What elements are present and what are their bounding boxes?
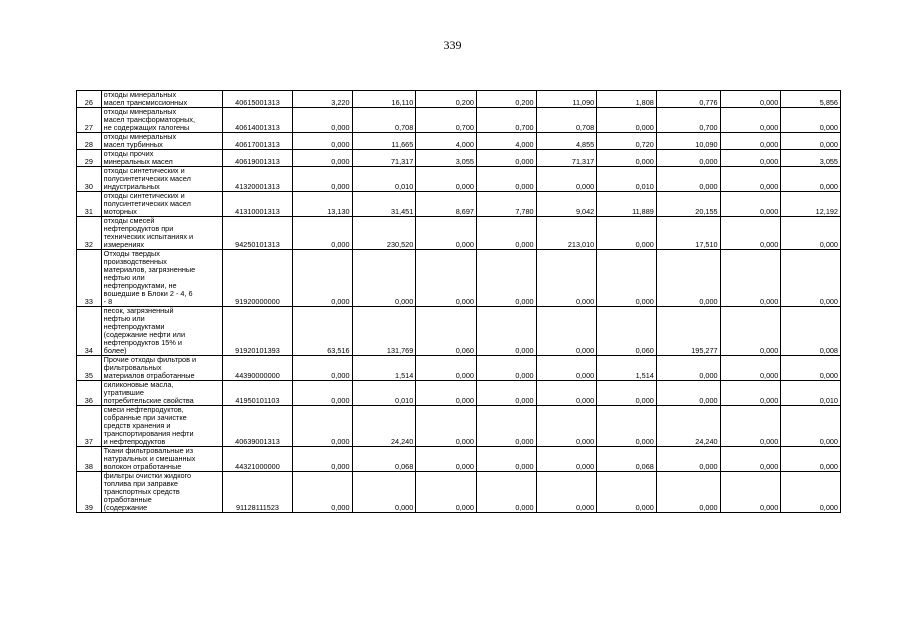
value-cell: 0,068 <box>597 447 657 472</box>
waste-name-cell: Прочие отходы фильтров и фильтровальных материалов отработанные <box>101 356 222 381</box>
row-number: 30 <box>77 167 102 192</box>
waste-code-cell: 91920000000 <box>223 250 293 307</box>
value-cell: 0,000 <box>781 406 841 447</box>
value-cell: 20,155 <box>656 192 720 217</box>
value-cell: 0,700 <box>416 108 477 133</box>
value-cell: 0,000 <box>292 133 352 150</box>
waste-name-cell: отходы синтетических и полусинтетических масел моторных <box>101 192 222 217</box>
value-cell: 0,000 <box>597 150 657 167</box>
value-cell: 0,000 <box>292 150 352 167</box>
waste-name-cell: силиконовые масла, утратившие потребительские свойства <box>101 381 222 406</box>
value-cell: 0,000 <box>720 192 781 217</box>
waste-code-cell: 91128111523 <box>223 472 293 513</box>
value-cell: 5,856 <box>781 91 841 108</box>
value-cell: 0,700 <box>656 108 720 133</box>
value-cell: 0,000 <box>476 447 536 472</box>
value-cell: 0,000 <box>781 217 841 250</box>
waste-code-cell: 94250101313 <box>223 217 293 250</box>
row-number: 39 <box>77 472 102 513</box>
value-cell: 0,000 <box>720 217 781 250</box>
waste-code-cell: 44321000000 <box>223 447 293 472</box>
value-cell: 1,514 <box>597 356 657 381</box>
value-cell: 11,889 <box>597 192 657 217</box>
waste-table <box>76 90 841 513</box>
value-cell: 0,200 <box>476 91 536 108</box>
value-cell: 0,000 <box>292 108 352 133</box>
value-cell: 0,010 <box>352 381 416 406</box>
value-cell: 24,240 <box>352 406 416 447</box>
value-cell: 0,000 <box>656 472 720 513</box>
value-cell: 71,317 <box>536 150 597 167</box>
value-cell: 0,000 <box>536 167 597 192</box>
value-cell: 0,000 <box>416 472 477 513</box>
value-cell: 0,000 <box>536 447 597 472</box>
value-cell: 0,000 <box>597 406 657 447</box>
value-cell: 0,708 <box>536 108 597 133</box>
table-row <box>77 381 841 406</box>
waste-name-cell: фильтры очистки жидкого топлива при заправке транспортных средств отработанные (содержание <box>101 472 222 513</box>
row-number: 37 <box>77 406 102 447</box>
value-cell: 0,000 <box>720 108 781 133</box>
table-row <box>77 307 841 356</box>
value-cell: 0,000 <box>781 133 841 150</box>
waste-name-cell: отходы прочих минеральных масел <box>101 150 222 167</box>
waste-code-cell: 40615001313 <box>223 91 293 108</box>
value-cell: 0,000 <box>536 472 597 513</box>
table-body <box>77 91 841 513</box>
value-cell: 0,000 <box>720 150 781 167</box>
row-number: 26 <box>77 91 102 108</box>
value-cell: 0,000 <box>656 356 720 381</box>
value-cell: 0,000 <box>292 381 352 406</box>
value-cell: 0,000 <box>416 356 477 381</box>
value-cell: 3,055 <box>781 150 841 167</box>
value-cell: 0,700 <box>476 108 536 133</box>
value-cell: 0,000 <box>476 250 536 307</box>
waste-code-cell: 41320001313 <box>223 167 293 192</box>
value-cell: 0,000 <box>720 381 781 406</box>
value-cell: 0,000 <box>292 356 352 381</box>
value-cell: 0,000 <box>597 108 657 133</box>
value-cell: 0,000 <box>656 381 720 406</box>
waste-code-cell: 44390000000 <box>223 356 293 381</box>
waste-code-cell: 41310001313 <box>223 192 293 217</box>
value-cell: 0,000 <box>656 250 720 307</box>
value-cell: 0,000 <box>416 447 477 472</box>
row-number: 35 <box>77 356 102 381</box>
value-cell: 0,000 <box>781 356 841 381</box>
value-cell: 0,000 <box>720 447 781 472</box>
value-cell: 71,317 <box>352 150 416 167</box>
waste-code-cell: 40617001313 <box>223 133 293 150</box>
row-number: 27 <box>77 108 102 133</box>
value-cell: 0,000 <box>597 381 657 406</box>
value-cell: 0,000 <box>597 472 657 513</box>
value-cell: 4,855 <box>536 133 597 150</box>
value-cell: 0,000 <box>720 307 781 356</box>
value-cell: 0,000 <box>476 356 536 381</box>
value-cell: 0,000 <box>292 406 352 447</box>
value-cell: 10,090 <box>656 133 720 150</box>
waste-code-cell: 40614001313 <box>223 108 293 133</box>
value-cell: 0,000 <box>781 447 841 472</box>
waste-name-cell: песок, загрязненный нефтью или нефтепродуктами (содержание нефти или нефтепродуктов 15% и более) <box>101 307 222 356</box>
waste-code-cell: 91920101393 <box>223 307 293 356</box>
value-cell: 13,130 <box>292 192 352 217</box>
value-cell: 0,000 <box>536 356 597 381</box>
value-cell: 0,000 <box>781 250 841 307</box>
value-cell: 0,000 <box>292 472 352 513</box>
value-cell: 0,060 <box>416 307 477 356</box>
waste-name-cell: Отходы твердых производственных материалов, загрязненные нефтью или нефтепродуктами, не вошедшие в Блоки 2 - 4, 6 - 8 <box>101 250 222 307</box>
value-cell: 0,000 <box>416 250 477 307</box>
waste-name-cell: смеси нефтепродуктов, собранные при зачистке средств хранения и транспортирования нефти и нефтепродуктов <box>101 406 222 447</box>
table-row <box>77 406 841 447</box>
waste-name-cell: отходы минеральных масел трансформаторных, не содержащих галогены <box>101 108 222 133</box>
value-cell: 0,000 <box>656 447 720 472</box>
value-cell: 0,000 <box>476 381 536 406</box>
value-cell: 12,192 <box>781 192 841 217</box>
row-number: 28 <box>77 133 102 150</box>
value-cell: 4,000 <box>416 133 477 150</box>
value-cell: 63,516 <box>292 307 352 356</box>
value-cell: 0,000 <box>781 108 841 133</box>
row-number: 33 <box>77 250 102 307</box>
value-cell: 8,697 <box>416 192 477 217</box>
value-cell: 0,000 <box>476 472 536 513</box>
value-cell: 0,000 <box>720 356 781 381</box>
value-cell: 0,008 <box>781 307 841 356</box>
value-cell: 0,000 <box>597 250 657 307</box>
table-row <box>77 447 841 472</box>
value-cell: 0,000 <box>720 167 781 192</box>
value-cell: 0,000 <box>352 250 416 307</box>
table-row <box>77 356 841 381</box>
value-cell: 0,000 <box>720 250 781 307</box>
waste-name-cell: отходы смесей нефтепродуктов при технических испытаниях и измерениях <box>101 217 222 250</box>
value-cell: 7,780 <box>476 192 536 217</box>
value-cell: 16,110 <box>352 91 416 108</box>
value-cell: 0,000 <box>416 381 477 406</box>
waste-name-cell: отходы минеральных масел турбинных <box>101 133 222 150</box>
value-cell: 9,042 <box>536 192 597 217</box>
value-cell: 0,060 <box>597 307 657 356</box>
waste-name-cell: отходы минеральных масел трансмиссионных <box>101 91 222 108</box>
value-cell: 17,510 <box>656 217 720 250</box>
row-number: 32 <box>77 217 102 250</box>
value-cell: 0,000 <box>416 217 477 250</box>
table-row <box>77 167 841 192</box>
row-number: 29 <box>77 150 102 167</box>
value-cell: 0,010 <box>597 167 657 192</box>
value-cell: 11,090 <box>536 91 597 108</box>
value-cell: 0,000 <box>416 167 477 192</box>
value-cell: 0,708 <box>352 108 416 133</box>
table-row <box>77 250 841 307</box>
value-cell: 0,000 <box>597 217 657 250</box>
value-cell: 0,000 <box>781 472 841 513</box>
table-row <box>77 217 841 250</box>
value-cell: 0,000 <box>656 167 720 192</box>
row-number: 34 <box>77 307 102 356</box>
value-cell: 0,000 <box>536 250 597 307</box>
value-cell: 0,776 <box>656 91 720 108</box>
value-cell: 0,010 <box>781 381 841 406</box>
value-cell: 0,068 <box>352 447 416 472</box>
value-cell: 0,000 <box>292 217 352 250</box>
waste-code-cell: 40619001313 <box>223 150 293 167</box>
value-cell: 0,000 <box>536 307 597 356</box>
value-cell: 230,520 <box>352 217 416 250</box>
value-cell: 11,665 <box>352 133 416 150</box>
value-cell: 0,000 <box>781 167 841 192</box>
value-cell: 0,200 <box>416 91 477 108</box>
value-cell: 0,000 <box>720 406 781 447</box>
table-row <box>77 192 841 217</box>
value-cell: 0,000 <box>292 167 352 192</box>
value-cell: 3,055 <box>416 150 477 167</box>
waste-name-cell: отходы синтетических и полусинтетических масел индустриальных <box>101 167 222 192</box>
value-cell: 3,220 <box>292 91 352 108</box>
value-cell: 0,000 <box>476 307 536 356</box>
value-cell: 4,000 <box>476 133 536 150</box>
value-cell: 1,808 <box>597 91 657 108</box>
value-cell: 0,000 <box>352 472 416 513</box>
value-cell: 0,010 <box>352 167 416 192</box>
value-cell: 0,000 <box>476 150 536 167</box>
value-cell: 131,769 <box>352 307 416 356</box>
table-row <box>77 91 841 108</box>
value-cell: 0,000 <box>476 217 536 250</box>
value-cell: 213,010 <box>536 217 597 250</box>
value-cell: 0,000 <box>416 406 477 447</box>
table-row <box>77 472 841 513</box>
value-cell: 0,000 <box>536 406 597 447</box>
table-row <box>77 133 841 150</box>
waste-code-cell: 41950101103 <box>223 381 293 406</box>
value-cell: 195,277 <box>656 307 720 356</box>
value-cell: 0,000 <box>476 167 536 192</box>
waste-name-cell: Ткани фильтровальные из натуральных и смешанных волокон отработанные <box>101 447 222 472</box>
row-number: 38 <box>77 447 102 472</box>
value-cell: 1,514 <box>352 356 416 381</box>
value-cell: 0,720 <box>597 133 657 150</box>
value-cell: 0,000 <box>292 250 352 307</box>
value-cell: 0,000 <box>656 150 720 167</box>
value-cell: 0,000 <box>536 381 597 406</box>
page-number: 339 <box>443 38 462 52</box>
row-number: 31 <box>77 192 102 217</box>
table-row <box>77 150 841 167</box>
value-cell: 0,000 <box>292 447 352 472</box>
waste-code-cell: 40639001313 <box>223 406 293 447</box>
table-row <box>77 108 841 133</box>
value-cell: 0,000 <box>720 133 781 150</box>
value-cell: 0,000 <box>720 472 781 513</box>
value-cell: 24,240 <box>656 406 720 447</box>
value-cell: 31,451 <box>352 192 416 217</box>
row-number: 36 <box>77 381 102 406</box>
value-cell: 0,000 <box>476 406 536 447</box>
value-cell: 0,000 <box>720 91 781 108</box>
